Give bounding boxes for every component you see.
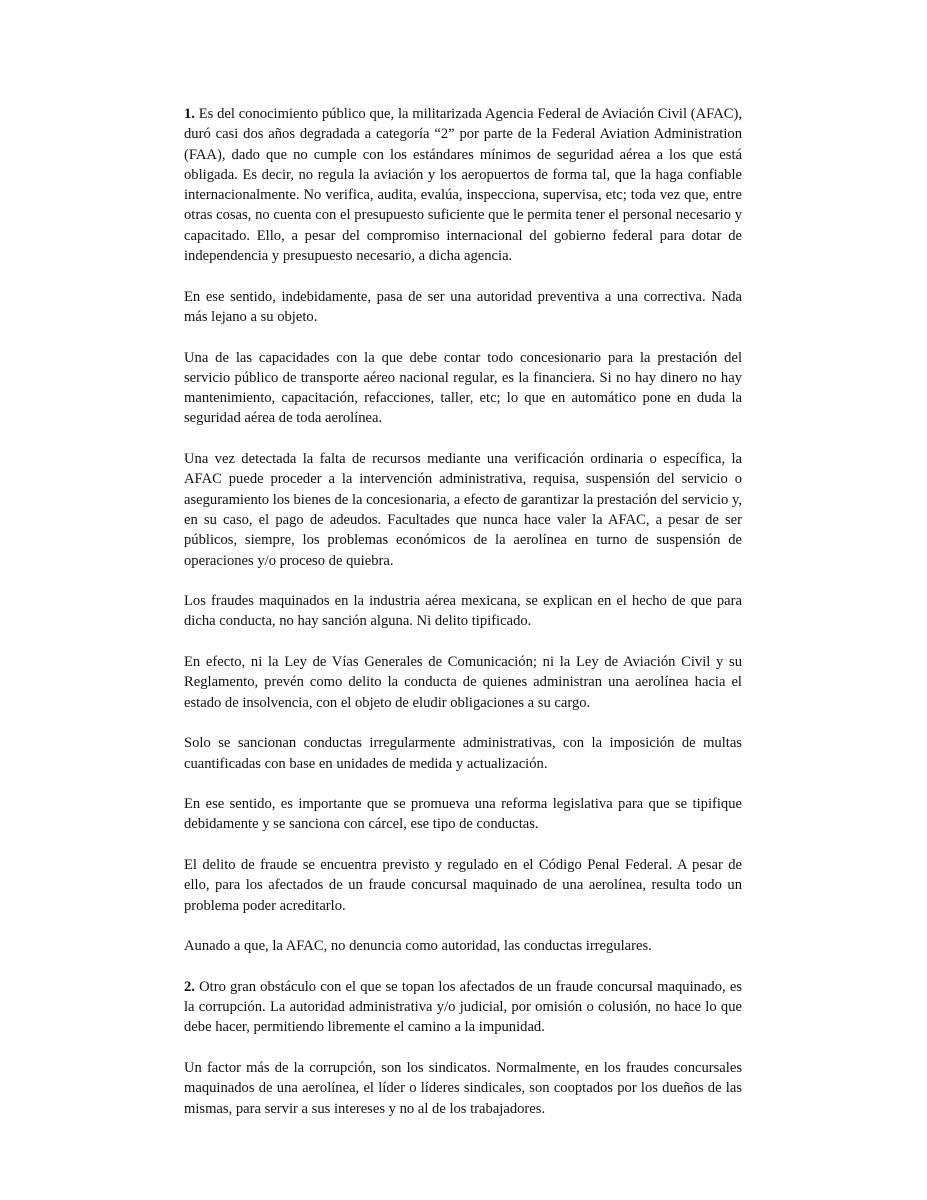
paragraph-6: En efecto, ni la Ley de Vías Generales de Comunicación; ni la Ley de Aviación Civil y su Reglamento, prevén como delito la conducta de quienes administran una aerolínea hacia el estado de insolvencia, con el objeto de eludir obligaciones a su cargo. (184, 654, 742, 711)
paragraph-8: En ese sentido, es importante que se promueva una reforma legislativa para que se tipifique debidamente y se sanciona con cárcel, ese tipo de conductas. (184, 796, 742, 833)
paragraph-7: Solo se sancionan conductas irregularmente administrativas, con la imposición de multas cuantificadas con base en unidades de medida y actualización. (184, 735, 742, 772)
section-number: 1. (184, 106, 195, 122)
paragraph-5: Los fraudes maquinados en la industria aérea mexicana, se explican en el hecho de que para dicha conducta, no hay sanción alguna. Ni delito tipificado. (184, 593, 742, 630)
paragraph-text: Es del conocimiento público que, la militarizada Agencia Federal de Aviación Civil (AFAC), duró casi dos años degradada a categoría “2” por parte de la Federal Aviation Administration (FAA), dado que no cumple con los estándares mínimos de seguridad aérea a los que está obligada. Es decir, no regula la aviación y los aeropuertos de forma tal, que la haga confiable internacionalmente. No verifica, audita, evalúa, inspecciona, supervisa, etc; toda vez que, entre otras cosas, no cuenta con el presupuesto suficiente que le permita tener el personal necesario y capacitado. Ello, a pesar del compromiso internacional del gobierno federal para dotar de independencia y presupuesto necesario, a dicha agencia. (184, 106, 742, 265)
document-body (184, 104, 742, 1139)
paragraph-10: Aunado a que, la AFAC, no denuncia como autoridad, las conductas irregulares. (184, 938, 652, 955)
paragraph-text: Otro gran obstáculo con el que se topan los afectados de un fraude concursal maquinado, es la corrupción. La autoridad administrativa y/o judicial, por omisión o colusión, no hace lo que debe hacer, permitiendo libremente el camino a la impunidad. (184, 978, 742, 1036)
paragraph-9: El delito de fraude se encuentra previsto y regulado en el Código Penal Federal. A pesar de ello, para los afectados de un fraude concursal maquinado de una aerolínea, resulta todo un problema poder acreditarlo. (184, 856, 742, 914)
paragraph-1 (184, 104, 742, 266)
section-number: 2. (184, 978, 195, 995)
paragraph-3: Una de las capacidades con la que debe contar todo concesionario para la prestación del servicio público de transporte aéreo nacional regular, es la financiera. Si no hay dinero no hay mantenimiento, capacitación, refacciones, taller, etc; lo que en automático pone en duda la seguridad aérea de toda aerolínea. (184, 349, 742, 427)
paragraph-11 (184, 977, 742, 1038)
paragraph-4: Una vez detectada la falta de recursos mediante una verificación ordinaria o específica, la AFAC puede proceder a la intervención administrativa, requisa, suspensión del servicio o aseguramiento los bienes de la concesionaria, a efecto de garantizar la prestación del servicio y, en su caso, el pago de adeudos. Facultades que nunca hace valer la AFAC, a pesar de ser públicos, siempre, los problemas económicos de la aerolínea en turno de suspensión de operaciones y/o proceso de quiebra. (184, 451, 742, 569)
paragraph-2: En ese sentido, indebidamente, pasa de ser una autoridad preventiva a una correctiva. Nada más lejano a su objeto. (184, 288, 742, 325)
paragraph-12: Un factor más de la corrupción, son los sindicatos. Normalmente, en los fraudes concursales maquinados de una aerolínea, el líder o líderes sindicales, son cooptados por los dueños de las mismas, para servir a sus intereses y no al de los trabajadores. (184, 1059, 742, 1117)
